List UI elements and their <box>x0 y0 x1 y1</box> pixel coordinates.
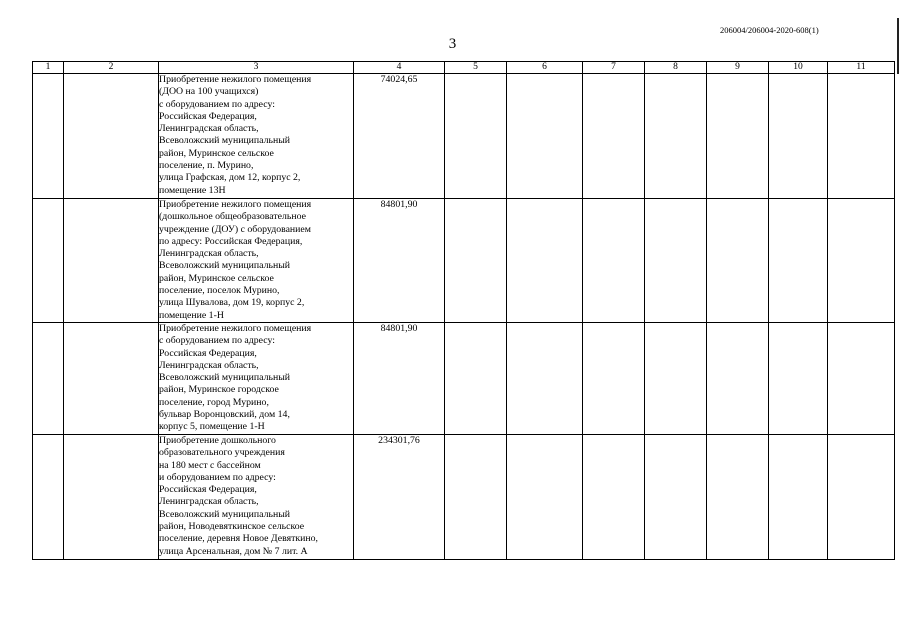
column-header: 2 <box>64 62 159 74</box>
table-row <box>33 323 895 435</box>
table-cell <box>828 323 895 435</box>
table-cell <box>769 199 828 323</box>
table-cell <box>707 323 769 435</box>
object-description: Приобретение нежилого помещения (дошкольное общеобразовательное учреждение (ДОУ) с оборудованием по адресу: Российская Федерация, Ленинградская область, Всеволожский муниципальный район, Муринское сельское поселение, поселок Мурино, улица Шувалова, дом 19, корпус 2, помещение 1-Н <box>159 199 354 323</box>
table-cell <box>64 199 159 323</box>
table-cell <box>828 199 895 323</box>
table-cell <box>33 323 64 435</box>
document-id: 206004/206004-2020-608(1) <box>720 25 819 35</box>
table-cell <box>645 323 707 435</box>
column-header: 3 <box>159 62 354 74</box>
table-cell <box>583 323 645 435</box>
table-cell <box>507 74 583 199</box>
column-header: 4 <box>354 62 445 74</box>
table-cell <box>507 323 583 435</box>
column-header: 6 <box>507 62 583 74</box>
column-header: 5 <box>445 62 507 74</box>
column-header: 10 <box>769 62 828 74</box>
amount-value: 234301,76 <box>354 435 445 560</box>
column-header: 11 <box>828 62 895 74</box>
table-cell <box>645 199 707 323</box>
table-cell <box>769 74 828 199</box>
table-row <box>33 74 895 199</box>
table-cell <box>64 323 159 435</box>
table-cell <box>33 199 64 323</box>
table-cell <box>33 74 64 199</box>
table-cell <box>445 74 507 199</box>
object-description: Приобретение дошкольного образовательного учреждения на 180 мест с бассейном и оборудованием по адресу: Российская Федерация, Ленинградская область, Всеволожский муниципальный район, Новодевяткинское сельское поселение, деревня Новое Девяткино, улица Арсенальная, дом № 7 лит. А <box>159 435 354 560</box>
table-cell <box>645 74 707 199</box>
table-cell <box>507 435 583 560</box>
amount-value: 84801,90 <box>354 199 445 323</box>
column-header: 8 <box>645 62 707 74</box>
table-cell <box>507 199 583 323</box>
column-header: 7 <box>583 62 645 74</box>
table-cell <box>64 74 159 199</box>
table-cell <box>828 74 895 199</box>
column-number-row <box>33 62 895 74</box>
table-cell <box>583 74 645 199</box>
table-cell <box>769 435 828 560</box>
table-cell <box>64 435 159 560</box>
table-cell <box>645 435 707 560</box>
page-number: 3 <box>448 36 457 52</box>
scan-edge-mark <box>897 18 899 74</box>
table-cell <box>33 435 64 560</box>
table-cell <box>707 74 769 199</box>
table-cell <box>445 323 507 435</box>
table-cell <box>707 199 769 323</box>
table-cell <box>769 323 828 435</box>
amount-value: 74024,65 <box>354 74 445 199</box>
table-cell <box>583 435 645 560</box>
table-cell <box>445 199 507 323</box>
amount-value: 84801,90 <box>354 323 445 435</box>
column-header: 1 <box>33 62 64 74</box>
table-row <box>33 435 895 560</box>
column-header: 9 <box>707 62 769 74</box>
table-cell <box>707 435 769 560</box>
object-description: Приобретение нежилого помещения (ДОО на 100 учащихся) с оборудованием по адресу: Российская Федерация, Ленинградская область, Всеволожский муниципальный район, Муринское сельское поселение, п. Мурино, улица Графская, дом 12, корпус 2, помещение 13Н <box>159 74 354 199</box>
register-table <box>32 61 895 560</box>
table-cell <box>828 435 895 560</box>
object-description: Приобретение нежилого помещения с оборудованием по адресу: Российская Федерация, Ленинградская область, Всеволожский муниципальный район, Муринское городское поселение, город Мурино, бульвар Воронцовский, дом 14, корпус 5, помещение 1-Н <box>159 323 354 435</box>
table-row <box>33 199 895 323</box>
table-cell <box>445 435 507 560</box>
table-cell <box>583 199 645 323</box>
